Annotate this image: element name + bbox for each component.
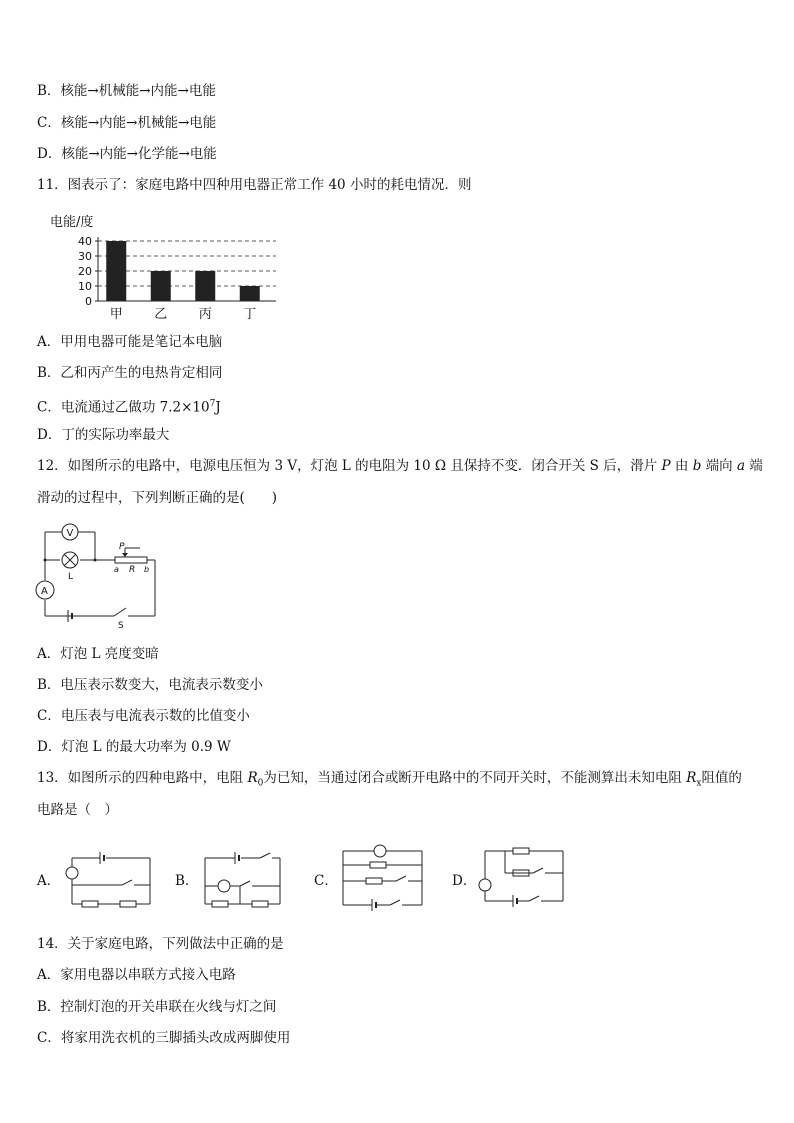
q12-option-b: B．电压表示数变大，电流表示数变小 (37, 677, 263, 693)
q13-option-c-letter: C． (314, 873, 338, 889)
q13-var-r-sub: 0 (257, 778, 264, 789)
q11-option-c-exponent: 7 (209, 399, 216, 409)
q13-stem-part: 13．如图所示的四种电路中，电阻 (37, 770, 248, 786)
voltmeter-label: V (66, 528, 74, 539)
y-tick-label: 20 (78, 265, 92, 278)
q12-var-p: P (661, 458, 671, 474)
y-tick-label: 10 (78, 280, 92, 293)
q12-stem-line1 (37, 457, 763, 475)
q13-option-a-letter: A． (37, 873, 61, 889)
q13-stem-part: 为已知，当通过闭合或断开电路中的不同开关时，不能测算出未知电阻 (263, 770, 687, 786)
ammeter-label: A (41, 586, 48, 597)
option-d-top: D．核能→内能→化学能→电能 (37, 146, 217, 162)
bar (151, 271, 171, 301)
q11-option-a: A．甲用电器可能是笔记本电脑 (37, 334, 223, 350)
q11-option-c-text: C．电流通过乙做功 7.2×10 (37, 399, 210, 416)
q13-stem-line2: 电路是（ ） (37, 802, 118, 818)
q12-option-d: D．灯泡 L 的最大功率为 0.9 W (37, 739, 231, 755)
x-tick-label: 甲 (109, 307, 123, 322)
q13-var-rx-sub: x (696, 778, 702, 789)
q12-var-b: b (692, 458, 702, 474)
x-tick-label: 丙 (198, 307, 212, 322)
q14-stem: 14．关于家庭电路，下列做法中正确的是 (37, 936, 284, 952)
q11-option-c (37, 395, 221, 417)
q12-var-a: a (736, 458, 746, 474)
q11-option-d: D．丁的实际功率最大 (37, 427, 170, 443)
bar (106, 241, 126, 301)
q12-stem-part: 端 (745, 458, 763, 474)
q13-circuit-b (200, 848, 285, 913)
switch-label: S (118, 621, 124, 628)
q11-option-c-unit: J (215, 399, 221, 416)
rheostat-end-a: a (114, 565, 119, 574)
bar (240, 286, 260, 301)
bar (195, 271, 215, 301)
q14-option-c: C．将家用洗衣机的三脚插头改成两脚使用 (37, 1030, 291, 1046)
rheostat-end-b: b (144, 565, 150, 574)
q11-stem: 11．图表示了：家庭电路中四种用电器正常工作 40 小时的耗电情况．则 (37, 177, 472, 193)
energy-bar-chart (48, 208, 288, 324)
q13-circuit-c (338, 843, 428, 913)
q13-var-rx: R (686, 770, 697, 786)
q14-option-b: B．控制灯泡的开关串联在火线与灯之间 (37, 999, 277, 1015)
option-c-top: C．核能→内能→机械能→电能 (37, 115, 217, 131)
q12-circuit-diagram (30, 518, 165, 628)
q12-stem-line2: 滑动的过程中，下列判断正确的是( ) (37, 490, 278, 506)
q12-stem-part: 端向 (701, 458, 737, 474)
q13-stem-part: 阻值的 (701, 770, 742, 786)
q13-var-r: R (247, 770, 258, 786)
slider-label: P (119, 542, 125, 552)
q12-option-c: C．电压表与电流表示数的比值变小 (37, 708, 250, 724)
q12-option-a: A．灯泡 L 亮度变暗 (37, 646, 159, 662)
x-tick-label: 丁 (243, 307, 257, 322)
q13-option-d-letter: D． (452, 873, 477, 889)
y-tick-label: 40 (78, 235, 92, 248)
y-tick-label: 30 (78, 250, 92, 263)
q13-stem-line1 (37, 769, 742, 793)
option-b-top: B．核能→机械能→内能→电能 (37, 83, 216, 99)
lamp-label: L (68, 572, 74, 582)
q13-circuit-d (475, 843, 570, 908)
q11-option-b: B．乙和丙产生的电热肯定相同 (37, 365, 223, 381)
x-tick-label: 乙 (154, 307, 168, 322)
q13-option-b-letter: B． (175, 873, 199, 889)
q12-stem-part: 由 (670, 458, 693, 474)
chart-ylabel: 电能/度 (50, 215, 94, 230)
rheostat-label: R (129, 565, 136, 575)
q12-stem-part: 12．如图所示的电路中，电源电压恒为 3 V，灯泡 L 的电阻为 10 Ω 且保持不变．闭合开关 S 后，滑片 (37, 458, 662, 474)
y-tick-label: 0 (85, 295, 92, 308)
q13-circuit-a (60, 848, 155, 913)
q14-option-a: A．家用电器以串联方式接入电路 (37, 967, 236, 983)
